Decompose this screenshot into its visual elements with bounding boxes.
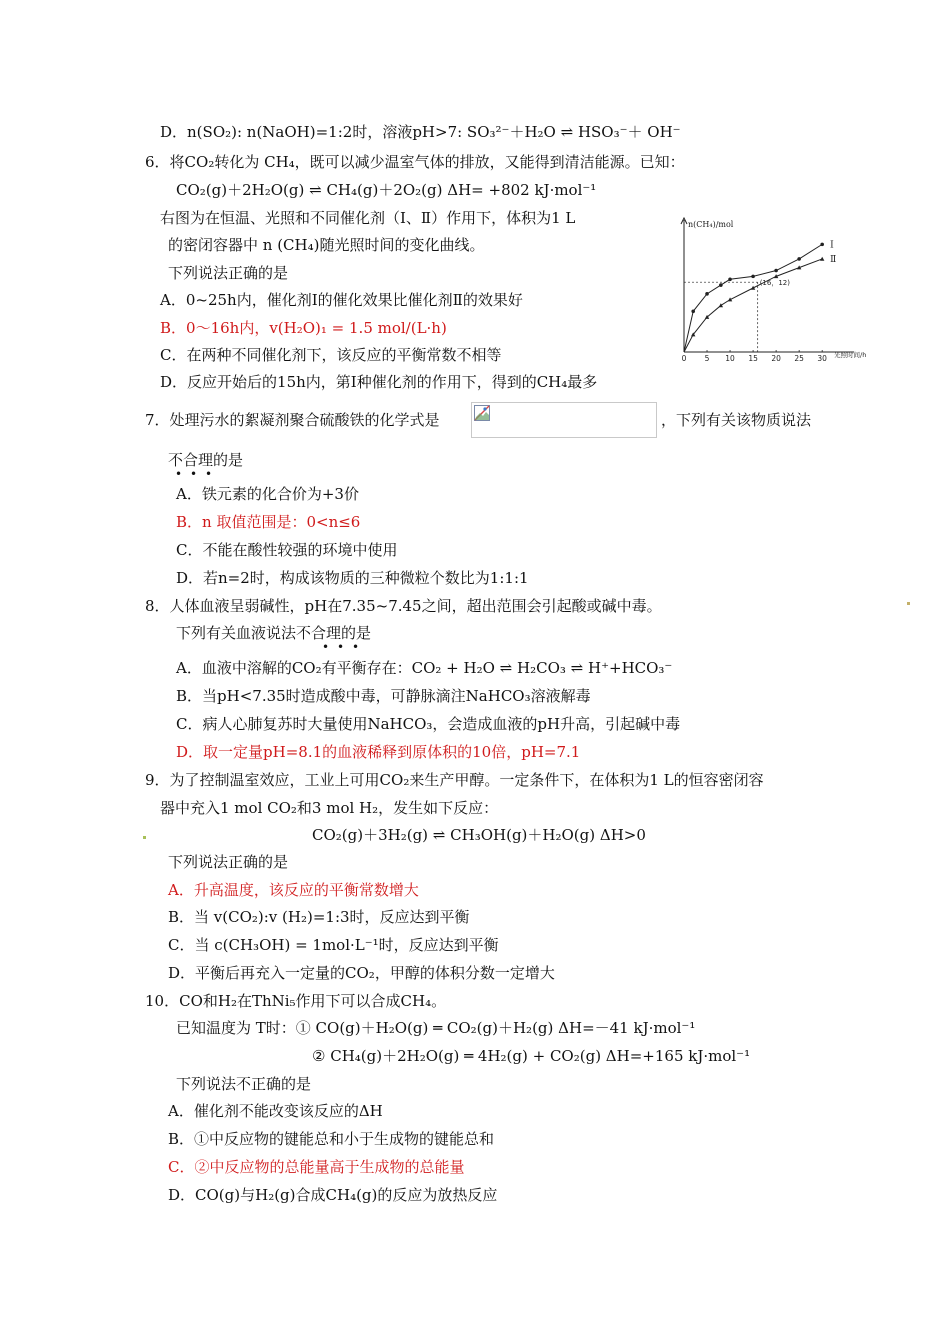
text-line: D．取一定量pH=8.1的血液稀释到原体积的10倍，pH=7.1 <box>176 743 581 761</box>
ch4-time-chart <box>672 212 882 362</box>
text-line: CO₂(g)＋3H₂(g) ⇌ CH₃OH(g)＋H₂O(g) ΔH>0 <box>312 826 646 844</box>
series-point-1 <box>751 275 755 279</box>
emphasis-dot: • <box>322 640 330 654</box>
series-line-1 <box>684 244 822 352</box>
series-point-1 <box>774 269 778 273</box>
emphasis-dot: • <box>175 467 183 481</box>
text-line: 9．为了控制温室效应，工业上可用CO₂来生产甲醇。一定条件下，在体积为1 L的恒容密闭容 <box>145 771 764 789</box>
text-line: C．在两种不同催化剂下，该反应的平衡常数不相等 <box>160 346 502 364</box>
series-point-2 <box>820 257 824 261</box>
x-tick-label: 30 <box>817 354 827 362</box>
stray-dot <box>143 836 146 839</box>
x-tick-label: 20 <box>771 354 781 362</box>
text-line: CO₂(g)＋2H₂O(g) ⇌ CH₄(g)＋2O₂(g) ΔH= +802 kJ·mol⁻¹ <box>176 181 597 199</box>
text-line: C．②中反应物的总能量高于生成物的总能量 <box>168 1158 465 1176</box>
series-point-1 <box>705 292 709 296</box>
text-line: ，下列有关该物质说法 <box>661 411 812 429</box>
text-line: 器中充入1 mol CO₂和3 mol H₂，发生如下反应： <box>160 799 499 817</box>
text-line: D．若n=2时，构成该物质的三种微粒个数比为1:1:1 <box>176 569 529 587</box>
text-line: 下列说法正确的是 <box>168 853 289 871</box>
series-point-1 <box>719 283 723 287</box>
text-line: D．CO(g)与H₂(g)合成CH₄(g)的反应为放热反应 <box>168 1186 498 1204</box>
text-line: C．不能在酸性较强的环境中使用 <box>176 541 398 559</box>
text-line: 下列说法不正确的是 <box>176 1075 312 1093</box>
text-line: B．当 v(CO₂):v (H₂)=1:3时，反应达到平衡 <box>168 908 470 926</box>
text-line: A．升高温度，该反应的平衡常数增大 <box>168 881 419 899</box>
x-tick-label: 25 <box>794 354 804 362</box>
text-line: A．0~25h内，催化剂Ⅰ的催化效果比催化剂Ⅱ的效果好 <box>160 291 523 309</box>
text-line: 下列有关血液说法不合理的是 <box>176 624 372 642</box>
emphasis-dot: • <box>337 640 345 654</box>
text-line: 下列说法正确的是 <box>168 264 289 282</box>
x-tick-label: 0 <box>681 354 687 362</box>
series-point-2 <box>751 286 755 290</box>
text-line: A．催化剂不能改变该反应的ΔH <box>168 1102 383 1120</box>
emphasis-dot: • <box>352 640 360 654</box>
emphasis-dot: • <box>205 467 213 481</box>
text-line: A．血液中溶解的CO₂有平衡存在：CO₂ + H₂O ⇌ H₂CO₃ ⇌ H⁺+HCO₃⁻ <box>176 659 673 677</box>
text-line: 的密闭容器中 n (CH₄)随光照时间的变化曲线。 <box>168 236 485 254</box>
stray-dot <box>907 602 910 605</box>
series-point-1 <box>797 257 801 261</box>
emphasis-dot: • <box>190 467 198 481</box>
broken-image-icon <box>474 405 490 421</box>
x-axis-label: 光照时间/h <box>834 351 867 359</box>
text-line: C．当 c(CH₃OH) = 1mol·L⁻¹时，反应达到平衡 <box>168 936 499 954</box>
text-line: B．0～16h内，v(H₂O)₁ = 1.5 mol/(L·h) <box>160 319 447 337</box>
series-label-2: Ⅱ <box>830 254 837 265</box>
text-line: A．铁元素的化合价为+3价 <box>176 485 359 503</box>
y-axis-label: n(CH₄)/mol <box>688 220 734 229</box>
text-line: D．平衡后再充入一定量的CO₂，甲醇的体积分数一定增大 <box>168 964 555 982</box>
text-line: B．①中反应物的键能总和小于生成物的键能总和 <box>168 1130 495 1148</box>
annotation-label: (16，12) <box>759 279 790 288</box>
formula-image-placeholder <box>471 402 657 438</box>
text-line: B．当pH<7.35时造成酸中毒，可静脉滴注NaHCO₃溶液解毒 <box>176 687 591 705</box>
x-tick-label: 5 <box>704 354 710 362</box>
series-point-1 <box>820 243 824 247</box>
text-line: ② CH₄(g)＋2H₂O(g) ═ 4H₂(g) + CO₂(g) ΔH=+165 kJ·mol⁻¹ <box>312 1047 751 1065</box>
text-line: D．n(SO₂): n(NaOH)=1:2时，溶液pH>7: SO₃²⁻＋H₂O ⇌ HSO₃⁻＋ OH⁻ <box>160 123 681 141</box>
text-line: 8．人体血液呈弱碱性，pH在7.35~7.45之间，超出范围会引起酸或碱中毒。 <box>145 597 662 615</box>
text-line: 不合理的是 <box>168 451 244 469</box>
text-line: 已知温度为 T时：① CO(g)＋H₂O(g) ═ CO₂(g)＋H₂(g) ΔH=－41 kJ·mol⁻¹ <box>176 1019 696 1037</box>
text-line: 7．处理污水的絮凝剂聚合硫酸铁的化学式是 <box>145 411 440 429</box>
series-point-1 <box>728 277 732 281</box>
text-line: 6．将CO₂转化为 CH₄，既可以减少温室气体的排放，又能得到清洁能源。已知： <box>145 153 685 171</box>
x-tick-label: 10 <box>725 354 735 362</box>
text-line: B．n 取值范围是：0<n≤6 <box>176 513 361 531</box>
series-point-2 <box>728 297 732 301</box>
series-label-1: Ⅰ <box>830 240 834 251</box>
text-line: 10．CO和H₂在ThNi₅作用下可以合成CH₄。 <box>145 992 447 1010</box>
series-point-2 <box>719 303 723 307</box>
series-line-2 <box>684 259 822 352</box>
text-line: C．病人心肺复苏时大量使用NaHCO₃，会造成血液的pH升高，引起碱中毒 <box>176 715 681 733</box>
series-point-1 <box>691 309 695 313</box>
x-tick-label: 15 <box>748 354 758 362</box>
text-line: D．反应开始后的15h内，第Ⅰ种催化剂的作用下，得到的CH₄最多 <box>160 373 598 391</box>
text-line: 右图为在恒温、光照和不同催化剂（Ⅰ、Ⅱ）作用下，体积为1 L <box>160 209 576 227</box>
